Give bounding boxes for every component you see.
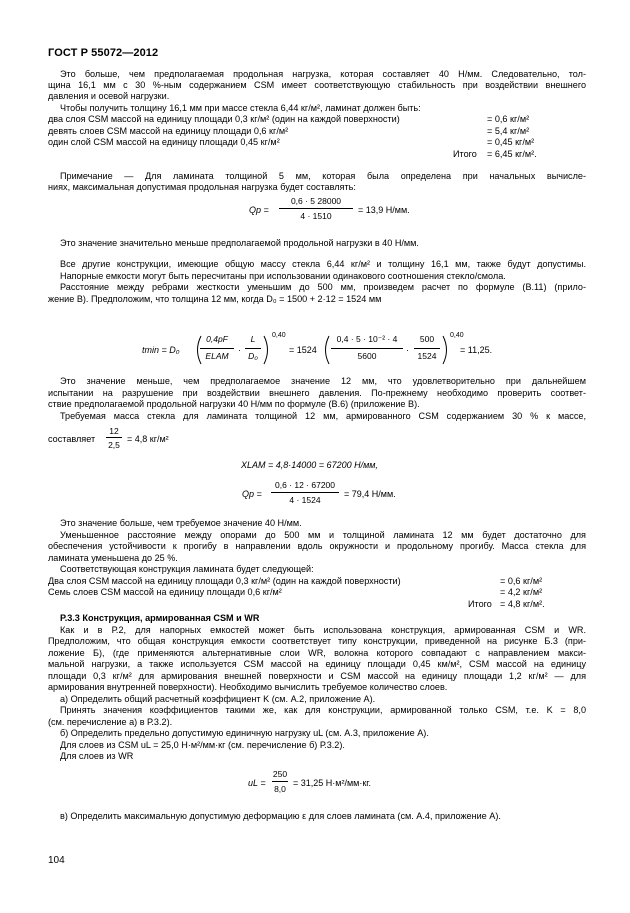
list-total-label: Итого (468, 599, 492, 609)
fraction-denominator: D₀ (248, 351, 258, 361)
text-line: в) Определить максимальную допустимую деформацию ε для слоев ламината (см. А.4, приложение А). (60, 811, 501, 821)
fraction-numerator: 12 (109, 426, 119, 436)
fraction-numerator: 0,4 · 5 · 10⁻² · 4 (336, 334, 398, 344)
list-total-label: Итого (453, 149, 477, 159)
fraction-denominator: 8,0 (274, 784, 286, 794)
list-item-value: = 0,6 кг/м² (487, 114, 530, 124)
equation-rhs: = 79,4 Н/мм. (344, 489, 396, 499)
fraction-numerator: 0,4pF (206, 334, 228, 344)
text-line: (см. перечисление а) в Р.3.2). (48, 717, 173, 727)
text-line: Уменьшенное расстояние между опорами до 500 мм и толщиной ламината 12 мм будет достаточно для (60, 530, 586, 540)
equation-rhs: = 11,25. (460, 345, 493, 355)
text-line: Предположим, что общая конструкция емкости соответствует типу конструкции, приведенной на рисунке Б.3 (при- (48, 636, 586, 646)
text-line: испытании на разрушение при воздействии внешнего давления. По-прежнему необходимо проверить соответ- (48, 388, 586, 398)
equation-middle: = 1524 (289, 345, 317, 355)
list-item-value: = 4,2 кг/м² (500, 587, 543, 597)
fraction-denominator: 4 · 1524 (289, 495, 321, 505)
text-line: Как и в Р.2, для напорных емкостей может быть использована конструкция, армированная CSM и WR. (60, 625, 586, 635)
text-line: Это значение значительно меньше предполагаемой продольной нагрузки в 40 Н/мм. (60, 238, 419, 248)
equation-lhs: uL = (248, 778, 266, 788)
equation-rhs: = 4,8 кг/м² (127, 434, 169, 444)
exponent: 0,40 (450, 332, 464, 339)
fraction-bar (271, 492, 339, 493)
document-header: ГОСТ Р 55072—2012 (48, 47, 159, 59)
fraction-denominator: 2,5 (108, 440, 120, 450)
fraction-numerator: 500 (419, 334, 435, 344)
fraction-denominator: 5600 (357, 351, 377, 361)
list-item-label: Семь слоев CSM массой на единицу площади 0,6 кг/м² (48, 587, 282, 597)
text-line: Для слоев из WR (60, 751, 134, 761)
fraction-bar (414, 348, 440, 349)
equation-lhs: Qp = (242, 489, 262, 499)
text-line: а) Определить общий расчетный коэффициент K (см. А.2, приложение А). (60, 694, 376, 704)
text-line: Все другие конструкции, имеющие общую массу стекла 6,44 кг/м² и толщину 16,1 мм, также будут допустимы. (60, 259, 586, 269)
equation-rhs: = 31,25 Н·м²/мм·кг. (293, 778, 371, 788)
fraction-numerator: L (250, 334, 256, 344)
text-line: Чтобы получить толщину 16,1 мм при массе стекла 6,44 кг/м², ламинат должен быть: (60, 103, 421, 113)
fraction-numerator: 0,6 · 5 28000 (290, 196, 342, 206)
text-line: щина 16,1 мм с 30 %-ным содержанием CSM имеет соответствующую стабильность при воздействии внешнего (48, 80, 586, 90)
equation-lhs: Qp = (249, 205, 269, 215)
list-item-label: два слоя CSM массой на единицу площади 0,3 кг/м² (один на каждой поверхности) (48, 114, 400, 124)
list-item-label: девять слоев CSM массой на единицу площади 0,6 кг/м² (48, 126, 289, 136)
fraction-denominator: ELAM (205, 351, 229, 361)
text-line: армирования внутренней поверхности). Необходимо вычислить требуемое количество слоев. (48, 682, 448, 692)
fraction-bar (272, 781, 288, 782)
fraction-bar (279, 208, 353, 209)
text-line: Расстояние между ребрами жесткости уменьшим до 500 мм, произведем расчет по формуле (В.11) (прило- (60, 282, 586, 292)
text-line: жение В). Предположим, что толщина 12 мм, когда D₀ = 1500 + 2·12 = 1524 мм (48, 294, 382, 304)
text-line: Для слоев из CSM uL = 25,0 Н·м²/мм·кг (см. перечисление б) Р.3.2). (60, 740, 345, 750)
list-item-value: = 5,4 кг/м² (487, 126, 530, 136)
text-line: мальной нагрузки, а также используется CSM массой на единицу площади 0,45 км/м², CSM массой на единицу (48, 659, 586, 669)
text-line: Напорные емкости могут быть пересчитаны при использовании одинакового соотношения стекло/смола. (60, 271, 506, 281)
text-line: ламината уменьшена до 25 %. (48, 553, 178, 563)
bracket-close (441, 335, 451, 365)
text-line: ствие предполагаемой продольной нагрузки 40 Н/мм по формуле (В.6) (приложение В). (48, 399, 420, 409)
text-line: Это больше, чем предполагаемая продольная нагрузка, которая составляет 40 Н/мм. Следовательно, тол- (60, 69, 586, 79)
equation-line: XLAM = 4,8·14000 = 67200 Н/мм, (241, 460, 378, 470)
exponent: 0,40 (272, 332, 286, 339)
text-line: Это значение меньше, чем предполагаемое значение 12 мм, что удовлетворительно при дальнейшем (60, 376, 586, 386)
text-line: б) Определить предельно допустимую единичную нагрузку uL (см. А.3, приложение А). (60, 728, 429, 738)
equation-operator: · (406, 345, 409, 355)
fraction-numerator: 0,6 · 12 · 67200 (274, 480, 335, 490)
text-line: давления и осевой нагрузки. (48, 91, 170, 101)
text-line: Требуемая масса стекла для ламината толщиной 12 мм, армированного CSM содержанием 30 % к массе, (60, 411, 586, 421)
text-line: площади 0,3 кг/м² для армирования внешней поверхности и CSM массой на единицу площади 1,2 кг/м² — для (48, 671, 586, 681)
text-line: Соответствующая конструкция ламината будет следующей: (60, 564, 314, 574)
note-line: ниях, максимальная допустимая продольная нагрузка будет составлять: (48, 182, 356, 192)
fraction-bar (331, 348, 403, 349)
list-item-label: один слой CSM массой на единицу площади 0,45 кг/м² (48, 137, 280, 147)
fraction-bar (106, 437, 122, 438)
equation-lhs: tmin = D₀ (142, 345, 180, 355)
text-line: Это значение больше, чем требуемое значение 40 Н/мм. (60, 518, 302, 528)
list-total-value: = 6,45 кг/м². (487, 149, 537, 159)
text-line: обеспечения устойчивости к прогибу в направлении вдоль окружности и продольному прогибу. Масса стекла для (48, 541, 586, 551)
text-line: составляет (48, 434, 96, 444)
equation-operator: · (238, 345, 241, 355)
section-heading: Р.3.3 Конструкция, армированная CSM и WR (60, 613, 260, 623)
fraction-bar (200, 348, 234, 349)
bracket-close (262, 335, 272, 365)
list-total-value: = 4,8 кг/м². (500, 599, 545, 609)
text-line: Принять значения коэффициентов такими же, как для конструкции, армированной только CSM, т.е. K = 8,0 (60, 705, 586, 715)
text-line: ложение Б), (где применяются альтернативные слои WR, волокна которого совпадают с направлением макси- (48, 648, 586, 658)
fraction-denominator: 4 · 1510 (300, 211, 332, 221)
fraction-bar (245, 348, 261, 349)
note-line: Примечание — Для ламината толщиной 5 мм, которая была определена при начальных вычисле- (60, 171, 586, 181)
list-item-label: Два слоя CSM массой на единицу площади 0,3 кг/м² (один на каждой поверхности) (48, 576, 401, 586)
list-item-value: = 0,45 кг/м² (487, 137, 535, 147)
equation-rhs: = 13,9 Н/мм. (358, 205, 410, 215)
fraction-denominator: 1524 (417, 351, 437, 361)
page-number: 104 (48, 855, 65, 866)
fraction-numerator: 250 (272, 769, 288, 779)
list-item-value: = 0,6 кг/м² (500, 576, 543, 586)
